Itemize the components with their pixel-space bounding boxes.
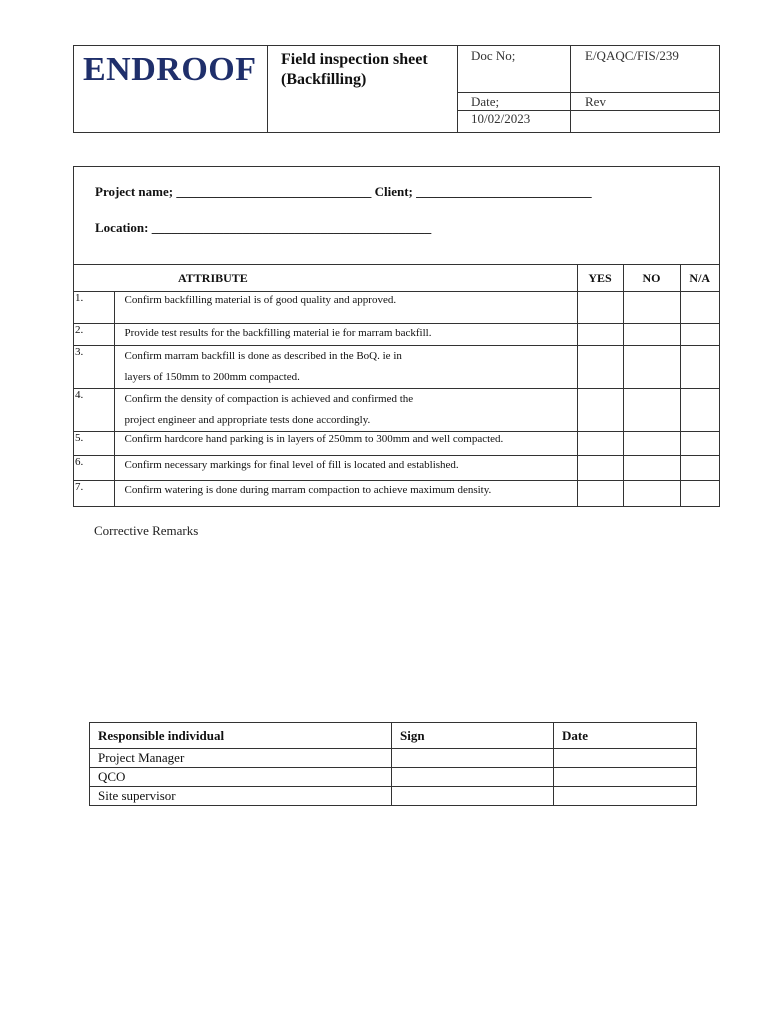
na-cell[interactable] [680, 481, 719, 507]
table-row [74, 346, 719, 389]
corrective-remarks-label: Corrective Remarks [94, 523, 199, 538]
date-cell[interactable] [554, 768, 697, 787]
yes-cell[interactable] [577, 346, 623, 389]
yes-cell[interactable] [577, 481, 623, 507]
na-cell[interactable] [680, 324, 719, 346]
row-number: 7. [74, 481, 114, 507]
logo-cell [74, 46, 268, 132]
no-cell[interactable] [623, 389, 680, 432]
na-cell[interactable] [680, 456, 719, 481]
signature-row [90, 787, 697, 806]
no-cell[interactable] [623, 324, 680, 346]
date-value: 10/02/2023 [471, 111, 531, 126]
no-cell[interactable] [623, 346, 680, 389]
row-text [114, 389, 577, 432]
no-cell[interactable] [623, 481, 680, 507]
title-cell [268, 46, 458, 132]
yes-header: YES [577, 265, 623, 292]
na-cell[interactable] [680, 432, 719, 456]
na-cell[interactable] [680, 346, 719, 389]
row-number: 2. [74, 324, 114, 346]
date-cell[interactable] [554, 749, 697, 768]
signature-header-row [90, 723, 697, 749]
attribute-table [74, 264, 719, 507]
sheet-title-line2: (Backfilling) [281, 71, 367, 88]
company-logo: ENDROOF [83, 51, 257, 88]
project-name-line: Project name; ______________________________ Client; ___________________________ [95, 184, 592, 199]
table-row [74, 481, 719, 507]
attribute-header: ATTRIBUTE [74, 265, 577, 292]
yes-cell[interactable] [577, 432, 623, 456]
no-header: NO [623, 265, 680, 292]
row-text: Provide test results for the backfilling material ie for marram backfill. [114, 324, 577, 346]
sign-cell[interactable] [392, 749, 554, 768]
na-cell[interactable] [680, 292, 719, 324]
table-row [74, 389, 719, 432]
na-header: N/A [680, 265, 719, 292]
date-header: Date [554, 723, 697, 749]
row-text: Confirm backfilling material is of good quality and approved. [114, 292, 577, 324]
signature-row [90, 768, 697, 787]
date-cell[interactable] [554, 787, 697, 806]
yes-cell[interactable] [577, 456, 623, 481]
date-label: Date; [471, 94, 500, 109]
row-number: 1. [74, 292, 114, 324]
row-text: Confirm hardcore hand parking is in layers of 250mm to 300mm and well compacted. [114, 432, 577, 456]
row-text-line1: Confirm marram backfill is done as described in the BoQ. ie in [124, 350, 402, 362]
sign-cell[interactable] [392, 787, 554, 806]
location-line: Location: ___________________________________________ [95, 220, 432, 235]
signature-table [89, 722, 697, 806]
attribute-header-row [74, 265, 719, 292]
row-text-line2: project engineer and appropriate tests done accordingly. [124, 414, 371, 426]
table-row [74, 292, 719, 324]
row-text [114, 346, 577, 389]
no-cell[interactable] [623, 456, 680, 481]
sheet-title-line1: Field inspection sheet [281, 51, 428, 68]
no-cell[interactable] [623, 292, 680, 324]
responsible-individual-header: Responsible individual [90, 723, 392, 749]
sign-cell[interactable] [392, 768, 554, 787]
row-number: 5. [74, 432, 114, 456]
role-label: Site supervisor [90, 787, 392, 806]
row-number: 6. [74, 456, 114, 481]
na-cell[interactable] [680, 389, 719, 432]
row-number: 4. [74, 389, 114, 432]
table-row [74, 432, 719, 456]
yes-cell[interactable] [577, 389, 623, 432]
doc-no-value: E/QAQC/FIS/239 [585, 48, 679, 63]
document-header [73, 45, 720, 133]
table-row [74, 456, 719, 481]
no-cell[interactable] [623, 432, 680, 456]
sheet-title [281, 50, 451, 90]
table-row [74, 324, 719, 346]
role-label: QCO [90, 768, 392, 787]
doc-no-label: Doc No; [471, 48, 516, 63]
yes-cell[interactable] [577, 292, 623, 324]
rev-label: Rev [585, 94, 606, 109]
row-text: Confirm watering is done during marram compaction to achieve maximum density. [114, 481, 577, 507]
row-text-line1: Confirm the density of compaction is achieved and confirmed the [124, 393, 414, 405]
row-text-line2: layers of 150mm to 200mm compacted. [124, 371, 300, 383]
inspection-box [73, 166, 720, 507]
sign-header: Sign [392, 723, 554, 749]
row-text: Confirm necessary markings for final level of fill is located and established. [114, 456, 577, 481]
yes-cell[interactable] [577, 324, 623, 346]
doc-meta [458, 46, 719, 132]
signature-row [90, 749, 697, 768]
role-label: Project Manager [90, 749, 392, 768]
row-number: 3. [74, 346, 114, 389]
